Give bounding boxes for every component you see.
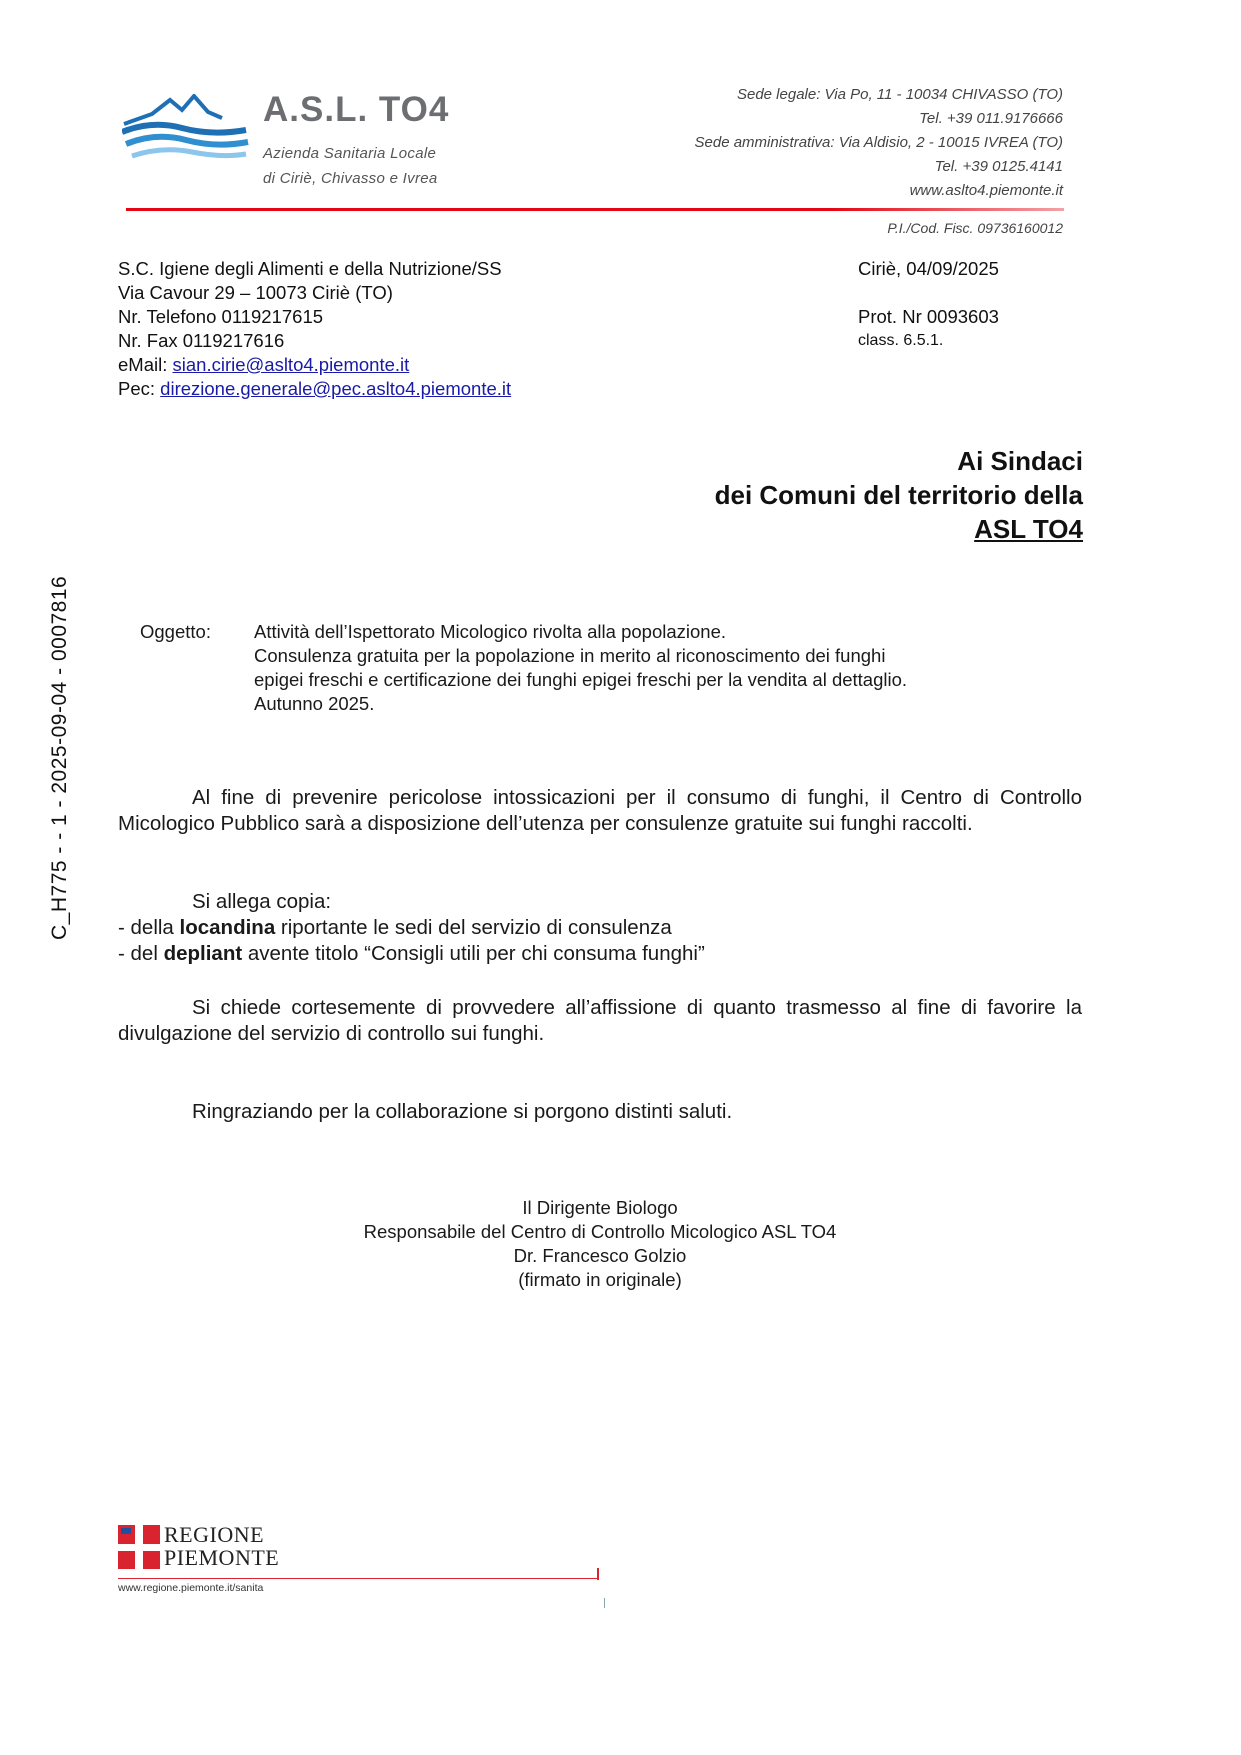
- closing-line: Ringraziando per la collaborazione si porgono distinti saluti.: [192, 1100, 733, 1123]
- regione-piemonte-logo-icon: [118, 1525, 160, 1569]
- subject-line-1: Attività dell’Ispettorato Micologico rivolta alla popolazione.: [254, 621, 727, 642]
- attachment-item-2: - del depliant avente titolo “Consigli utili per chi consuma funghi”: [118, 942, 705, 965]
- header-divider: [126, 208, 1064, 211]
- asl-logo-icon: [122, 94, 250, 164]
- sender-department: S.C. Igiene degli Alimenti e della Nutrizione/SS: [118, 258, 502, 279]
- footer-divider: [118, 1578, 598, 1579]
- protocol-number: Prot. Nr 0093603: [858, 306, 999, 327]
- signature-title: Il Dirigente Biologo: [522, 1197, 678, 1218]
- signature-role: Responsabile del Centro di Controllo Micologico ASL TO4: [363, 1221, 837, 1242]
- attachment-item-1: - della locandina riportante le sedi del servizio di consulenza: [118, 916, 672, 939]
- recipient-line-3: ASL TO4: [974, 514, 1083, 544]
- subject-line-3: epigei freschi e certificazione dei funghi epigei freschi per la vendita al dettaglio.: [254, 669, 908, 690]
- protocol-side-stamp: C_H775 - - 1 - 2025-09-04 - 0007816: [48, 575, 71, 940]
- sender-fax: Nr. Fax 0119217616: [118, 330, 285, 351]
- footer-mark: [604, 1598, 605, 1608]
- pec-label: Pec:: [118, 378, 156, 399]
- subject-label: Oggetto:: [140, 621, 211, 642]
- regione-text-2: PIEMONTE: [164, 1545, 280, 1570]
- footer-url[interactable]: www.regione.piemonte.it/sanita: [118, 1582, 264, 1594]
- header-admin-phone: Tel. +39 0125.4141: [934, 158, 1063, 175]
- header-website[interactable]: www.aslto4.piemonte.it: [909, 182, 1063, 199]
- sender-pec-row: [118, 378, 511, 400]
- header-legal-address: Sede legale: Via Po, 11 - 10034 CHIVASSO (TO): [736, 86, 1063, 103]
- body-paragraph-3: Si chiede cortesemente di provvedere all’affissione di quanto trasmesso al fine di favorire la divulgazione del servizio di controllo sui funghi.: [118, 996, 1082, 1045]
- place-date: Ciriè, 04/09/2025: [858, 258, 999, 279]
- subject-line-2: Consulenza gratuita per la popolazione in merito al riconoscimento dei funghi: [254, 645, 886, 666]
- sender-email-row: [118, 354, 409, 376]
- org-name: A.S.L. TO4: [263, 90, 450, 129]
- header-admin-address: Sede amministrativa: Via Aldisio, 2 - 10015 IVREA (TO): [694, 134, 1063, 151]
- recipient-line-1: Ai Sindaci: [957, 446, 1083, 476]
- vat-number: P.I./Cod. Fisc. 09736160012: [887, 220, 1063, 236]
- signature-name: Dr. Francesco Golzio: [513, 1245, 687, 1266]
- footer-divider-tick: [597, 1568, 599, 1580]
- header-legal-phone: Tel. +39 011.9176666: [919, 110, 1063, 127]
- sender-address: Via Cavour 29 – 10073 Ciriè (TO): [118, 282, 393, 303]
- subject-line-4: Autunno 2025.: [254, 693, 375, 714]
- org-subtitle-2: di Ciriè, Chivasso e Ivrea: [263, 170, 438, 187]
- sender-phone: Nr. Telefono 0119217615: [118, 306, 324, 327]
- attachment-intro: Si allega copia:: [192, 890, 332, 913]
- signature-note: (firmato in originale): [518, 1269, 682, 1290]
- email-link[interactable]: sian.cirie@aslto4.piemonte.it: [172, 354, 410, 375]
- pec-link[interactable]: direzione.generale@pec.aslto4.piemonte.it: [160, 378, 512, 399]
- classification: class. 6.5.1.: [858, 332, 944, 349]
- recipient-line-2: dei Comuni del territorio della: [714, 480, 1083, 510]
- org-subtitle-1: Azienda Sanitaria Locale: [263, 145, 437, 162]
- email-label: eMail:: [118, 354, 168, 375]
- regione-text-1: REGIONE: [164, 1522, 265, 1547]
- body-paragraph-1: Al fine di prevenire pericolose intossicazioni per il consumo di funghi, il Centro di Controllo Micologico Pubblico sarà a disposizione dell’utenza per consulenze gratuite sui funghi raccolti.: [118, 786, 1082, 835]
